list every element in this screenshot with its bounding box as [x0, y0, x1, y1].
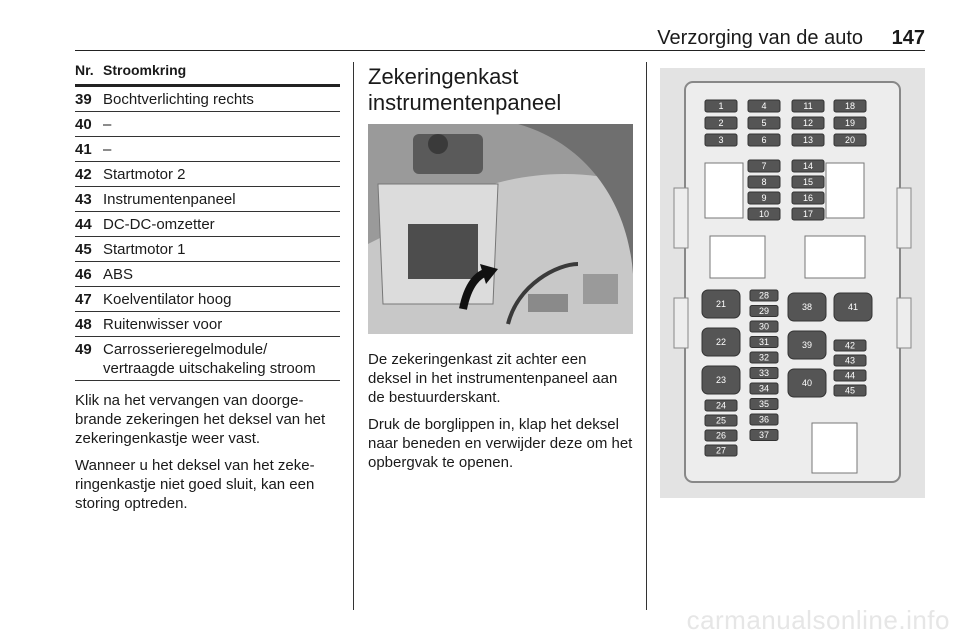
column-header-circuit: Stroomkring	[103, 62, 187, 78]
fuse-28	[750, 290, 778, 301]
column-divider	[646, 62, 647, 610]
row-number: 43	[75, 191, 92, 208]
fuse-34	[750, 383, 778, 394]
fuse-label: 13	[802, 135, 814, 145]
fuse-26	[705, 430, 737, 441]
row-number: 48	[75, 316, 92, 333]
fuse-15	[792, 176, 824, 188]
row-circuit: Instrumentenpaneel	[103, 191, 236, 208]
fuse-label: 18	[844, 101, 856, 111]
row-number: 40	[75, 116, 92, 133]
fuse-label: 6	[761, 135, 767, 145]
relay-slot	[805, 236, 865, 278]
row-number: 39	[75, 91, 92, 108]
fuse-11	[792, 100, 824, 112]
table-row	[75, 112, 340, 137]
connector-slot	[812, 423, 857, 473]
row-circuit: Bochtverlichting rechts	[103, 91, 254, 108]
fuse-20	[834, 134, 866, 146]
fuse-label: 22	[715, 337, 727, 347]
fuse-label: 20	[844, 135, 856, 145]
fuse-label: 42	[844, 340, 856, 351]
fuse-4	[748, 100, 780, 112]
paragraph: De zekeringenkast zit achter een deksel in het instrumentenpaneel aan de bestuurderskant.	[368, 351, 618, 406]
fuse-label: 9	[761, 193, 767, 203]
fuse-45	[834, 385, 866, 396]
fuse-1	[705, 100, 737, 112]
column-header-nr: Nr.	[75, 62, 94, 78]
fuse-14	[792, 160, 824, 172]
fuse-23	[702, 366, 740, 394]
fuse-label: 15	[802, 177, 814, 187]
fuse-5	[748, 117, 780, 129]
table-row	[75, 212, 340, 237]
row-circuit: Startmotor 2	[103, 166, 186, 183]
fuse-label: 7	[761, 161, 767, 171]
chapter-title: Verzorging van de auto	[657, 27, 863, 49]
fuse-39	[788, 331, 826, 359]
dashboard-photo	[368, 124, 633, 334]
fuse-label: 45	[844, 385, 856, 396]
fuse-29	[750, 306, 778, 317]
fuse-25	[705, 415, 737, 426]
fuse-label: 30	[758, 321, 770, 332]
fuse-33	[750, 368, 778, 379]
fuse-8	[748, 176, 780, 188]
fuse-18	[834, 100, 866, 112]
row-number: 49	[75, 341, 92, 358]
fuse-31	[750, 337, 778, 348]
table-row	[75, 237, 340, 262]
fuse-label: 39	[801, 340, 813, 350]
fuse-40	[788, 369, 826, 397]
fuse-label: 28	[758, 290, 770, 301]
side-clip	[674, 298, 688, 348]
fuse-19	[834, 117, 866, 129]
column-divider	[353, 62, 354, 610]
fuse-label: 34	[758, 383, 770, 394]
fuse-label: 17	[802, 209, 814, 219]
middle-column	[368, 64, 633, 480]
table-row	[75, 262, 340, 287]
relay-slot	[710, 236, 765, 278]
fuse-label: 2	[718, 118, 724, 128]
row-circuit: Ruitenwisser voor	[103, 316, 223, 333]
row-circuit: DC-DC-omzetter	[103, 216, 215, 233]
fuse-24	[705, 400, 737, 411]
fuse-label: 43	[844, 355, 856, 366]
row-circuit: ABS	[103, 266, 134, 283]
row-number: 47	[75, 291, 92, 308]
fuse-label: 11	[803, 101, 813, 111]
fuse-label: 1	[718, 101, 724, 111]
fuse-2	[705, 117, 737, 129]
row-number: 45	[75, 241, 92, 258]
page-number: 147	[891, 27, 925, 49]
fuse-3	[705, 134, 737, 146]
fuse-label: 31	[758, 337, 770, 347]
fuse-label: 41	[847, 302, 859, 312]
fuse-layout	[660, 68, 925, 498]
fuse-21	[702, 290, 740, 318]
row-number: 42	[75, 166, 92, 183]
fuse-44	[834, 370, 866, 381]
fuse-label: 44	[844, 370, 856, 381]
table-row	[75, 137, 340, 162]
fuse-37	[750, 430, 778, 441]
fuse-9	[748, 192, 780, 204]
fuse-label: 38	[801, 302, 813, 312]
fuse-box-diagram	[660, 68, 925, 498]
fuse-22	[702, 328, 740, 356]
watermark: carmanualsonline.info	[686, 605, 950, 635]
table-row	[75, 162, 340, 187]
relay-slot	[826, 163, 864, 218]
row-circuit: Koelventilator hoog	[103, 291, 232, 308]
fuse-13	[792, 134, 824, 146]
paragraph: Klik na het vervangen van doorge-brande zekeringen het deksel van het zekeringenkastje weer vast.	[75, 392, 326, 447]
table-row	[75, 187, 340, 212]
row-number: 41	[75, 141, 92, 158]
fuse-label: 24	[715, 400, 727, 411]
fuse-label: 3	[718, 135, 724, 145]
fuse-16	[792, 192, 824, 204]
fuse-label: 27	[715, 445, 727, 456]
fuse-label: 23	[715, 375, 727, 385]
left-column	[75, 62, 340, 521]
fuse-label: 40	[801, 378, 813, 388]
side-clip	[897, 188, 911, 248]
section-heading: Zekeringenkast instrumentenpaneel	[368, 64, 562, 115]
dashboard-illustration	[368, 124, 633, 334]
fuse-30	[750, 321, 778, 332]
fuse-12	[792, 117, 824, 129]
fuse-32	[750, 352, 778, 363]
fuse-38	[788, 293, 826, 321]
fuse-label: 19	[844, 118, 856, 128]
fuse-label: 36	[758, 414, 770, 425]
fuse-17	[792, 208, 824, 220]
table-row	[75, 287, 340, 312]
fuse-label: 10	[758, 209, 770, 219]
row-circuit: –	[103, 116, 112, 133]
row-number: 44	[75, 216, 92, 233]
fuse-27	[705, 445, 737, 456]
fuse-label: 8	[761, 177, 767, 187]
side-clip	[897, 298, 911, 348]
fuse-label: 33	[758, 368, 770, 378]
fuse-label: 14	[802, 161, 814, 171]
row-circuit: –	[103, 141, 112, 158]
page-header	[75, 26, 925, 51]
paragraph: Wanneer u het deksel van het zeke-ringenkastje niet goed sluit, kan een storing optreden.	[75, 457, 315, 512]
table-body	[75, 87, 340, 381]
table-header	[75, 62, 340, 87]
table-row	[75, 312, 340, 337]
fuse-label: 29	[758, 306, 770, 316]
fuse-10	[748, 208, 780, 220]
fuse-label: 35	[758, 399, 770, 409]
fuse-label: 5	[761, 118, 767, 128]
fuse-41	[834, 293, 872, 321]
row-number: 46	[75, 266, 92, 283]
fuse-6	[748, 134, 780, 146]
paragraph: Druk de borglippen in, klap het deksel naar beneden en verwijder deze om het opbergvak te openen.	[368, 416, 633, 471]
fuse-42	[834, 340, 866, 351]
fuse-label: 21	[715, 299, 727, 309]
fuse-35	[750, 399, 778, 410]
fuse-label: 25	[715, 415, 727, 426]
row-circuit: Startmotor 1	[103, 241, 186, 258]
table-row	[75, 337, 340, 381]
fuse-43	[834, 355, 866, 366]
fuse-label: 4	[761, 101, 767, 111]
fuse-label: 12	[802, 118, 814, 128]
fuse-7	[748, 160, 780, 172]
side-clip	[674, 188, 688, 248]
row-circuit: Carrosserieregelmodule/ vertraagde uitschakeling stroom	[103, 341, 316, 377]
relay-slot	[705, 163, 743, 218]
fuse-36	[750, 414, 778, 425]
fuse-label: 37	[758, 430, 770, 440]
fuse-label: 26	[715, 430, 727, 441]
fuse-label: 16	[802, 193, 814, 203]
fuse-label: 32	[758, 352, 770, 363]
table-row	[75, 87, 340, 112]
